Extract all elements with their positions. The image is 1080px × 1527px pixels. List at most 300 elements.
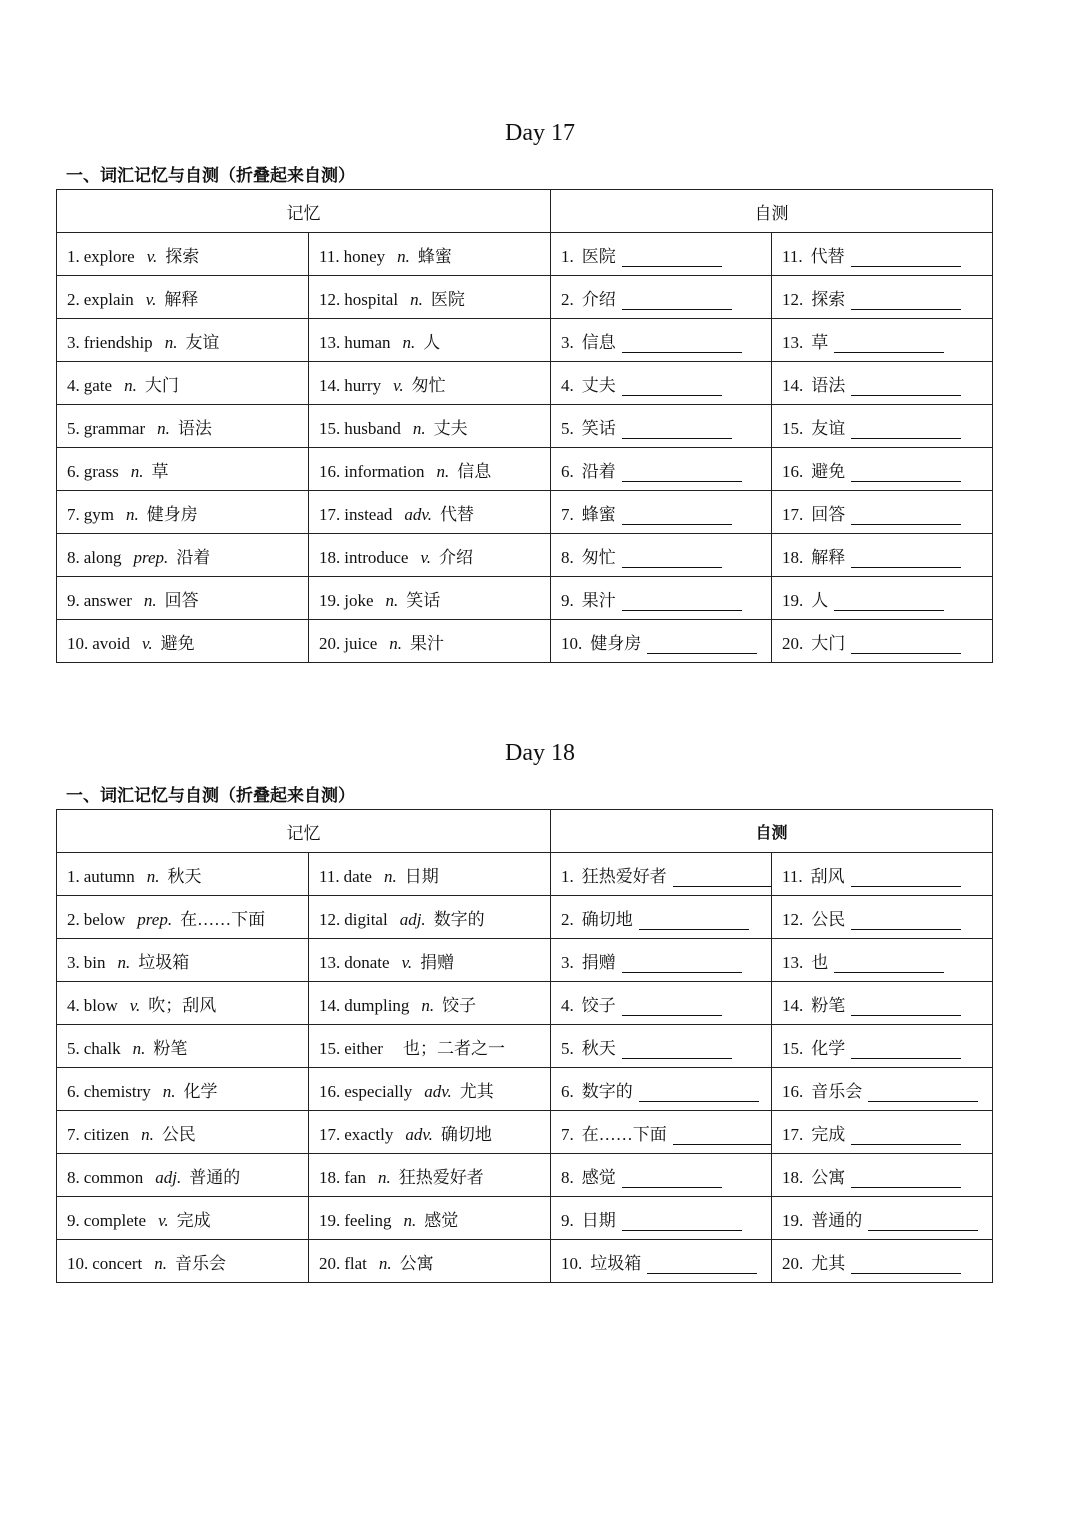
entry-number: 19. — [319, 590, 341, 610]
entry-number: 20. — [319, 633, 341, 653]
table-row — [57, 939, 993, 982]
entry-number: 6. — [67, 461, 80, 481]
entry-number: 18. — [319, 1167, 341, 1187]
chinese-prompt: 信息 — [581, 332, 616, 352]
table-row — [57, 620, 993, 663]
chinese-prompt: 代替 — [810, 246, 845, 266]
english-word: chalk — [83, 1038, 121, 1058]
answer-blank[interactable] — [868, 1212, 978, 1231]
english-word: gym — [83, 504, 114, 524]
entry-number: 20. — [782, 633, 804, 653]
self-test-cell — [551, 276, 772, 319]
answer-blank[interactable] — [622, 248, 722, 267]
english-word: autumn — [83, 866, 135, 886]
part-of-speech: n. — [132, 1038, 146, 1058]
memory-cell — [309, 1025, 551, 1068]
part-of-speech: n. — [397, 246, 410, 266]
entry-number: 7. — [67, 1124, 80, 1144]
memory-cell — [57, 1111, 309, 1154]
answer-blank[interactable] — [834, 592, 944, 611]
memory-cell — [57, 448, 309, 491]
chinese-meaning: 音乐会 — [175, 1253, 227, 1273]
entry-number: 1. — [561, 246, 574, 266]
part-of-speech: n. — [389, 633, 403, 653]
answer-blank[interactable] — [851, 248, 961, 267]
answer-blank[interactable] — [851, 868, 961, 887]
entry-number: 18. — [319, 547, 341, 567]
section-heading: 一、词汇记忆与自测（折叠起来自测） — [66, 166, 355, 186]
memory-column-header: 记忆 — [57, 810, 551, 853]
chinese-meaning: 饺子 — [442, 995, 477, 1015]
chinese-prompt: 粉笔 — [811, 995, 846, 1015]
entry-number: 6. — [67, 1081, 80, 1101]
chinese-prompt: 笑话 — [581, 418, 616, 438]
memory-cell — [57, 362, 309, 405]
part-of-speech: v. — [129, 995, 141, 1015]
part-of-speech: n. — [124, 375, 137, 395]
entry-number: 9. — [67, 590, 80, 610]
part-of-speech: prep. — [137, 909, 173, 929]
self-test-cell — [551, 448, 772, 491]
memory-cell — [57, 319, 309, 362]
chinese-prompt: 沿着 — [581, 461, 616, 481]
english-word: feeling — [344, 1210, 392, 1230]
chinese-meaning: 介绍 — [439, 547, 473, 567]
chinese-prompt: 也 — [811, 952, 829, 972]
chinese-meaning: 代替 — [439, 504, 474, 524]
self-test-cell — [772, 853, 993, 896]
chinese-meaning: 语法 — [177, 418, 212, 438]
part-of-speech: adv. — [424, 1081, 452, 1101]
memory-cell — [57, 577, 309, 620]
entry-number: 15. — [782, 1038, 804, 1058]
chinese-prompt: 草 — [811, 332, 829, 352]
table-row — [57, 319, 993, 362]
chinese-meaning: 笑话 — [406, 590, 441, 610]
entry-number: 2. — [561, 289, 574, 309]
table-row — [57, 1068, 993, 1111]
part-of-speech: n. — [143, 590, 157, 610]
self-test-cell — [551, 319, 772, 362]
english-word: below — [83, 909, 126, 929]
part-of-speech: n. — [141, 1124, 154, 1144]
self-test-cell — [772, 319, 993, 362]
chinese-prompt: 垃圾箱 — [590, 1253, 642, 1273]
entry-number: 5. — [561, 1038, 574, 1058]
answer-blank[interactable] — [851, 635, 961, 654]
chinese-prompt: 探索 — [811, 289, 846, 309]
chinese-prompt: 在……下面 — [581, 1124, 667, 1144]
self-test-cell — [772, 1068, 993, 1111]
english-word: instead — [344, 504, 393, 524]
memory-cell — [57, 1154, 309, 1197]
entry-number: 19. — [782, 1210, 804, 1230]
english-word: human — [344, 332, 391, 352]
self-test-cell — [772, 1240, 993, 1283]
memory-cell — [309, 319, 551, 362]
memory-cell — [309, 1111, 551, 1154]
chinese-meaning: 粉笔 — [153, 1038, 188, 1058]
entry-number: 9. — [67, 1210, 80, 1230]
entry-number: 6. — [561, 1081, 574, 1101]
part-of-speech: adv. — [404, 504, 432, 524]
vocab-table-day18 — [56, 809, 993, 1283]
entry-number: 8. — [561, 1167, 574, 1187]
memory-cell — [309, 1068, 551, 1111]
memory-cell — [57, 1025, 309, 1068]
part-of-speech: v. — [145, 289, 157, 309]
entry-number: 10. — [67, 1253, 89, 1273]
table-row — [57, 1240, 993, 1283]
memory-cell — [309, 982, 551, 1025]
english-word: explore — [83, 246, 135, 266]
entry-number: 3. — [67, 952, 80, 972]
entry-number: 7. — [561, 1124, 574, 1144]
entry-number: 16. — [782, 461, 804, 481]
answer-blank[interactable] — [851, 506, 961, 525]
memory-cell — [57, 1068, 309, 1111]
self-test-cell — [551, 1197, 772, 1240]
chinese-prompt: 完成 — [811, 1124, 846, 1144]
chinese-prompt: 刮风 — [810, 866, 845, 886]
english-word: grammar — [83, 418, 146, 438]
entry-number: 4. — [67, 995, 80, 1015]
answer-blank[interactable] — [851, 1169, 961, 1188]
part-of-speech: adj. — [155, 1167, 182, 1187]
table-row — [57, 577, 993, 620]
chinese-prompt: 狂热爱好者 — [581, 866, 667, 886]
memory-cell — [309, 1154, 551, 1197]
chinese-prompt: 公寓 — [811, 1167, 846, 1187]
answer-blank[interactable] — [622, 549, 722, 568]
answer-blank[interactable] — [851, 463, 961, 482]
entry-number: 11. — [319, 246, 340, 266]
table-row — [57, 405, 993, 448]
english-word: either — [344, 1038, 383, 1058]
chinese-prompt: 普通的 — [811, 1210, 863, 1230]
answer-blank[interactable] — [639, 911, 749, 930]
part-of-speech: n. — [421, 995, 435, 1015]
memory-cell — [309, 233, 551, 276]
answer-blank[interactable] — [851, 1255, 961, 1274]
part-of-speech: v. — [158, 1210, 169, 1230]
answer-blank[interactable] — [673, 1126, 772, 1145]
entry-number: 17. — [319, 1124, 341, 1144]
english-word: blow — [83, 995, 118, 1015]
answer-blank[interactable] — [834, 954, 944, 973]
answer-blank[interactable] — [647, 635, 757, 654]
chinese-prompt: 饺子 — [581, 995, 616, 1015]
memory-cell — [57, 534, 309, 577]
memory-cell — [309, 362, 551, 405]
self-test-cell — [551, 853, 772, 896]
answer-blank[interactable] — [647, 1255, 757, 1274]
chinese-meaning: 也；二者之一 — [402, 1038, 505, 1058]
entry-number: 12. — [782, 909, 804, 929]
answer-blank[interactable] — [622, 592, 742, 611]
part-of-speech: n. — [125, 504, 139, 524]
answer-blank[interactable] — [639, 1083, 759, 1102]
part-of-speech: v. — [393, 375, 404, 395]
self-test-cell — [551, 362, 772, 405]
answer-blank[interactable] — [851, 997, 961, 1016]
answer-blank[interactable] — [622, 1212, 742, 1231]
english-word: joke — [344, 590, 374, 610]
english-word: especially — [344, 1081, 413, 1101]
section-heading: 一、词汇记忆与自测（折叠起来自测） — [66, 786, 355, 806]
self-test-cell — [772, 577, 993, 620]
entry-number: 2. — [561, 909, 574, 929]
answer-blank[interactable] — [834, 334, 944, 353]
answer-blank[interactable] — [622, 377, 722, 396]
answer-blank[interactable] — [851, 377, 961, 396]
self-test-cell — [772, 362, 993, 405]
entry-number: 11. — [319, 866, 340, 886]
chinese-meaning: 在……下面 — [180, 909, 266, 929]
memory-cell — [57, 276, 309, 319]
self-test-cell — [772, 982, 993, 1025]
entry-number: 2. — [67, 289, 80, 309]
entry-number: 17. — [319, 504, 341, 524]
self-test-cell — [551, 1154, 772, 1197]
english-word: gate — [83, 375, 113, 395]
self-test-cell — [772, 896, 993, 939]
part-of-speech: prep. — [133, 547, 169, 567]
chinese-prompt: 捐赠 — [581, 952, 616, 972]
chinese-meaning: 感觉 — [424, 1210, 459, 1230]
table-row — [57, 276, 993, 319]
answer-blank[interactable] — [622, 334, 742, 353]
chinese-prompt: 果汁 — [581, 590, 616, 610]
self-test-cell — [772, 491, 993, 534]
entry-number: 15. — [782, 418, 804, 438]
memory-cell — [309, 577, 551, 620]
entry-number: 12. — [319, 289, 341, 309]
chinese-prompt: 匆忙 — [581, 547, 616, 567]
memory-cell — [57, 491, 309, 534]
chinese-prompt: 秋天 — [581, 1038, 616, 1058]
part-of-speech: n. — [377, 1167, 391, 1187]
chinese-meaning: 公寓 — [399, 1253, 434, 1273]
english-word: complete — [83, 1210, 147, 1230]
chinese-prompt: 健身房 — [590, 633, 642, 653]
part-of-speech: n. — [164, 332, 178, 352]
answer-blank[interactable] — [851, 291, 961, 310]
chinese-meaning: 垃圾箱 — [138, 952, 190, 972]
part-of-speech: n. — [146, 866, 160, 886]
entry-number: 10. — [561, 633, 583, 653]
chinese-meaning: 尤其 — [459, 1081, 494, 1101]
answer-blank[interactable] — [851, 1040, 961, 1059]
chinese-prompt: 日期 — [581, 1210, 616, 1230]
answer-blank[interactable] — [673, 868, 772, 887]
answer-blank[interactable] — [851, 911, 961, 930]
entry-number: 3. — [561, 332, 574, 352]
memory-cell — [57, 233, 309, 276]
self-test-cell — [551, 1068, 772, 1111]
table-row — [57, 491, 993, 534]
part-of-speech: n. — [385, 590, 399, 610]
chinese-prompt: 感觉 — [581, 1167, 616, 1187]
answer-blank[interactable] — [622, 506, 732, 525]
english-word: bin — [83, 952, 106, 972]
entry-number: 16. — [782, 1081, 804, 1101]
entry-number: 7. — [561, 504, 574, 524]
english-word: hospital — [344, 289, 399, 309]
chinese-meaning: 丈夫 — [433, 418, 468, 438]
entry-number: 8. — [67, 547, 80, 567]
chinese-meaning: 避免 — [160, 633, 195, 653]
memory-cell — [309, 853, 551, 896]
entry-number: 17. — [782, 1124, 804, 1144]
part-of-speech: n. — [436, 461, 450, 481]
chinese-meaning: 友谊 — [185, 332, 220, 352]
entry-number: 19. — [319, 1210, 341, 1230]
chinese-prompt: 友谊 — [811, 418, 846, 438]
memory-cell — [57, 853, 309, 896]
part-of-speech: n. — [117, 952, 131, 972]
memory-cell — [309, 1197, 551, 1240]
answer-blank[interactable] — [622, 463, 742, 482]
entry-number: 16. — [319, 1081, 341, 1101]
entry-number: 4. — [67, 375, 80, 395]
english-word: avoid — [92, 633, 131, 653]
memory-cell — [309, 896, 551, 939]
entry-number: 1. — [561, 866, 574, 886]
memory-cell — [57, 939, 309, 982]
memory-cell — [309, 491, 551, 534]
chinese-meaning: 捐赠 — [420, 952, 455, 972]
chinese-meaning: 解释 — [164, 289, 199, 309]
chinese-prompt: 大门 — [811, 633, 846, 653]
self-test-cell — [772, 620, 993, 663]
self-test-cell — [772, 276, 993, 319]
english-word: concert — [92, 1253, 143, 1273]
part-of-speech: v. — [401, 952, 413, 972]
english-word: grass — [83, 461, 119, 481]
table-row — [57, 362, 993, 405]
answer-blank[interactable] — [622, 1040, 732, 1059]
entry-number: 5. — [67, 418, 80, 438]
chinese-prompt: 回答 — [811, 504, 846, 524]
entry-number: 7. — [67, 504, 80, 524]
chinese-prompt: 避免 — [811, 461, 846, 481]
memory-cell — [309, 939, 551, 982]
self-test-cell — [772, 1154, 993, 1197]
entry-number: 19. — [782, 590, 804, 610]
chinese-meaning: 蜂蜜 — [417, 246, 452, 266]
day-title: Day 18 — [505, 740, 575, 766]
self-test-cell — [551, 1111, 772, 1154]
english-word: hurry — [344, 375, 382, 395]
part-of-speech: n. — [157, 418, 170, 438]
entry-number: 20. — [319, 1253, 341, 1273]
table-row — [57, 1154, 993, 1197]
entry-number: 2. — [67, 909, 80, 929]
english-word: common — [83, 1167, 144, 1187]
self-test-cell — [551, 1025, 772, 1068]
english-word: donate — [344, 952, 390, 972]
chinese-meaning: 大门 — [144, 375, 179, 395]
part-of-speech: n. — [383, 866, 397, 886]
entry-number: 11. — [782, 866, 803, 886]
chinese-meaning: 匆忙 — [411, 375, 446, 395]
answer-blank[interactable] — [622, 420, 732, 439]
part-of-speech: v. — [142, 633, 153, 653]
chinese-prompt: 确切地 — [581, 909, 633, 929]
english-word: citizen — [83, 1124, 130, 1144]
memory-cell — [309, 448, 551, 491]
english-word: explain — [83, 289, 134, 309]
chinese-meaning: 沿着 — [176, 547, 211, 567]
english-word: along — [83, 547, 122, 567]
entry-number: 5. — [67, 1038, 80, 1058]
entry-number: 9. — [561, 590, 574, 610]
chinese-meaning: 普通的 — [189, 1167, 241, 1187]
english-word: answer — [83, 590, 132, 610]
memory-cell — [57, 620, 309, 663]
entry-number: 11. — [782, 246, 803, 266]
self-test-cell — [551, 405, 772, 448]
self-test-cell — [551, 233, 772, 276]
entry-number: 18. — [782, 547, 804, 567]
part-of-speech: v. — [420, 547, 431, 567]
part-of-speech: n. — [410, 289, 423, 309]
part-of-speech: n. — [403, 1210, 417, 1230]
entry-number: 15. — [319, 1038, 341, 1058]
self-test-cell — [551, 620, 772, 663]
entry-number: 4. — [561, 995, 574, 1015]
entry-number: 8. — [561, 547, 574, 567]
answer-blank[interactable] — [851, 420, 961, 439]
entry-number: 9. — [561, 1210, 574, 1230]
part-of-speech: adj. — [399, 909, 426, 929]
self-test-cell — [551, 491, 772, 534]
entry-number: 6. — [561, 461, 574, 481]
english-word: friendship — [83, 332, 153, 352]
chinese-meaning: 果汁 — [410, 633, 445, 653]
entry-number: 8. — [67, 1167, 80, 1187]
answer-blank[interactable] — [851, 549, 961, 568]
entry-number: 14. — [782, 375, 804, 395]
self-test-cell — [772, 534, 993, 577]
answer-blank[interactable] — [868, 1083, 978, 1102]
answer-blank[interactable] — [622, 997, 722, 1016]
entry-number: 4. — [561, 375, 574, 395]
chinese-meaning: 草 — [151, 461, 169, 481]
answer-blank[interactable] — [622, 1169, 722, 1188]
english-word: flat — [344, 1253, 367, 1273]
answer-blank[interactable] — [851, 1126, 961, 1145]
chinese-prompt: 化学 — [811, 1038, 846, 1058]
memory-cell — [57, 1240, 309, 1283]
english-word: fan — [344, 1167, 366, 1187]
entry-number: 1. — [67, 866, 80, 886]
chinese-prompt: 音乐会 — [811, 1081, 863, 1101]
chinese-prompt: 介绍 — [581, 289, 616, 309]
self-test-cell — [772, 405, 993, 448]
chinese-meaning: 公民 — [161, 1124, 196, 1144]
english-word: date — [343, 866, 372, 886]
table-row — [57, 1111, 993, 1154]
answer-blank[interactable] — [622, 954, 742, 973]
english-word: juice — [344, 633, 378, 653]
entry-number: 13. — [782, 332, 804, 352]
table-row — [57, 896, 993, 939]
entry-number: 10. — [561, 1253, 583, 1273]
chinese-meaning: 完成 — [176, 1210, 211, 1230]
answer-blank[interactable] — [622, 291, 732, 310]
